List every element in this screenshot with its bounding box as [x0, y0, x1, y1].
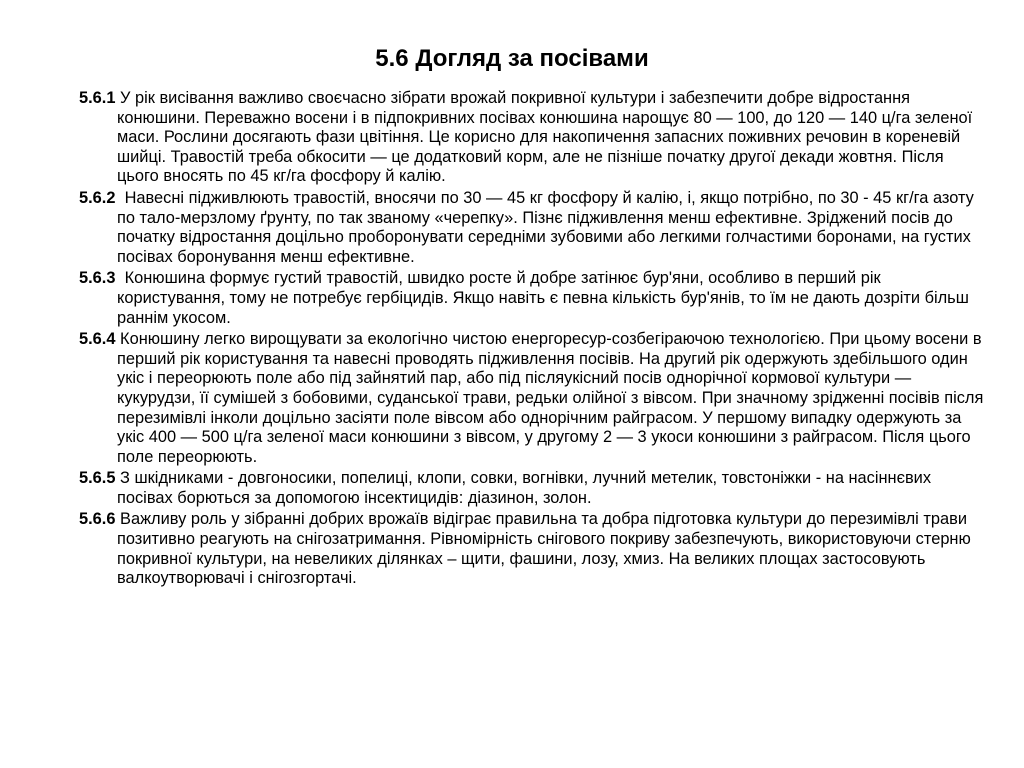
paragraph-5-6-6 [79, 510, 984, 588]
paragraph-text: Конюшину легко вирощувати за екологічно чистою енергоресур-созбегіраючою технологією. При цьому восени в перший рік користування та навесні проводять підживлення посівів. На другий рік одержують здебільшого один укіс і переорюють поле або під зайнятий пар, або під післяукісний посів однорічної кормової культури — кукурудзи, її сумішей з бобовими, суданської трави, редьки олійної з вівсом. При значному зрідженні посівів після перезимівлі інколи доцільно засіяти поле вівсом або однорічним райграсом. У першому випадку одержують за укіс 400 — 500 ц/га зеленої маси конюшини з вівсом, у другому 2 — 3 укоси конюшини з райграсом. Після цього поле переорюють. [117, 330, 984, 466]
paragraph-number: 5.6.6 [79, 510, 116, 529]
paragraph-text: Конюшина формує густий травостій, швидко росте й добре затінює бур'яни, особливо в перший рік користування, тому не потребує гербіцидів. Якщо навіть є певна кількість бур'янів, то їм не дають дозріти більш раннім укосом. [117, 269, 969, 327]
paragraph-5-6-1 [79, 89, 984, 187]
paragraph-number: 5.6.1 [79, 89, 116, 107]
paragraph-number: 5.6.3 [79, 269, 116, 288]
paragraph-number: 5.6.5 [79, 469, 116, 488]
content-body [79, 89, 984, 591]
paragraph-5-6-4 [79, 330, 984, 467]
paragraph-text: У рік висівання важливо своєчасно зібрати врожай покривної культури і забезпечити добре відростання конюшини. Переважно восени і в підпокривних посівах конюшина нарощує 80 — 100, до 120 — 140 ц/га зеленої маси. Рослини досягають фази цвітіння. Це корисно для накопичення запасних поживних речовин в кореневій шийці. Травостій треба обкосити — це додатковий корм, але не пізніше початку другої декади жовтня. Після цього вносять по 45 кг/га фосфору й калію. [117, 89, 973, 186]
paragraph-5-6-3 [79, 269, 984, 328]
paragraph-number: 5.6.2 [79, 188, 116, 207]
paragraph-number: 5.6.4 [79, 330, 116, 349]
paragraph-text: Важливу роль у зібранні добрих врожаїв відіграє правильна та добра підготовка культури до перезимівлі трави позитивно реагують на снігозатримання. Рівномірність снігового покриву забезпечують, використовуючи стерню покривної культури, на невеликих ділянках – щити, фашини, лозу, хмиз. На великих площах застосовують валкоутворювачі і снігозгортачі. [117, 510, 971, 588]
paragraph-text: Навесні підживлюють травостій, вносячи по 30 — 45 кг фосфору й калію, і, якщо потрібно, по 30 - 45 кг/га азоту по тало-мерзлому ґрунту, по так званому «черепку». Пізнє підживлення менш ефективне. Зріджений посів до початку відростання доцільно проборонувати середніми зубовими або легкими голчастими боронами, на густих посівах боронування менш ефективне. [117, 188, 974, 266]
paragraph-5-6-5 [79, 469, 984, 508]
page-title: 5.6 Догляд за посівами [375, 45, 649, 72]
paragraph-text: З шкідниками - довгоносики, попелиці, клопи, совки, вогнівки, лучний метелик, товстоніжки - на насіннєвих посівах борються за допомогою інсектицидів: діазинон, золон. [117, 469, 932, 507]
paragraph-5-6-2 [79, 189, 984, 267]
